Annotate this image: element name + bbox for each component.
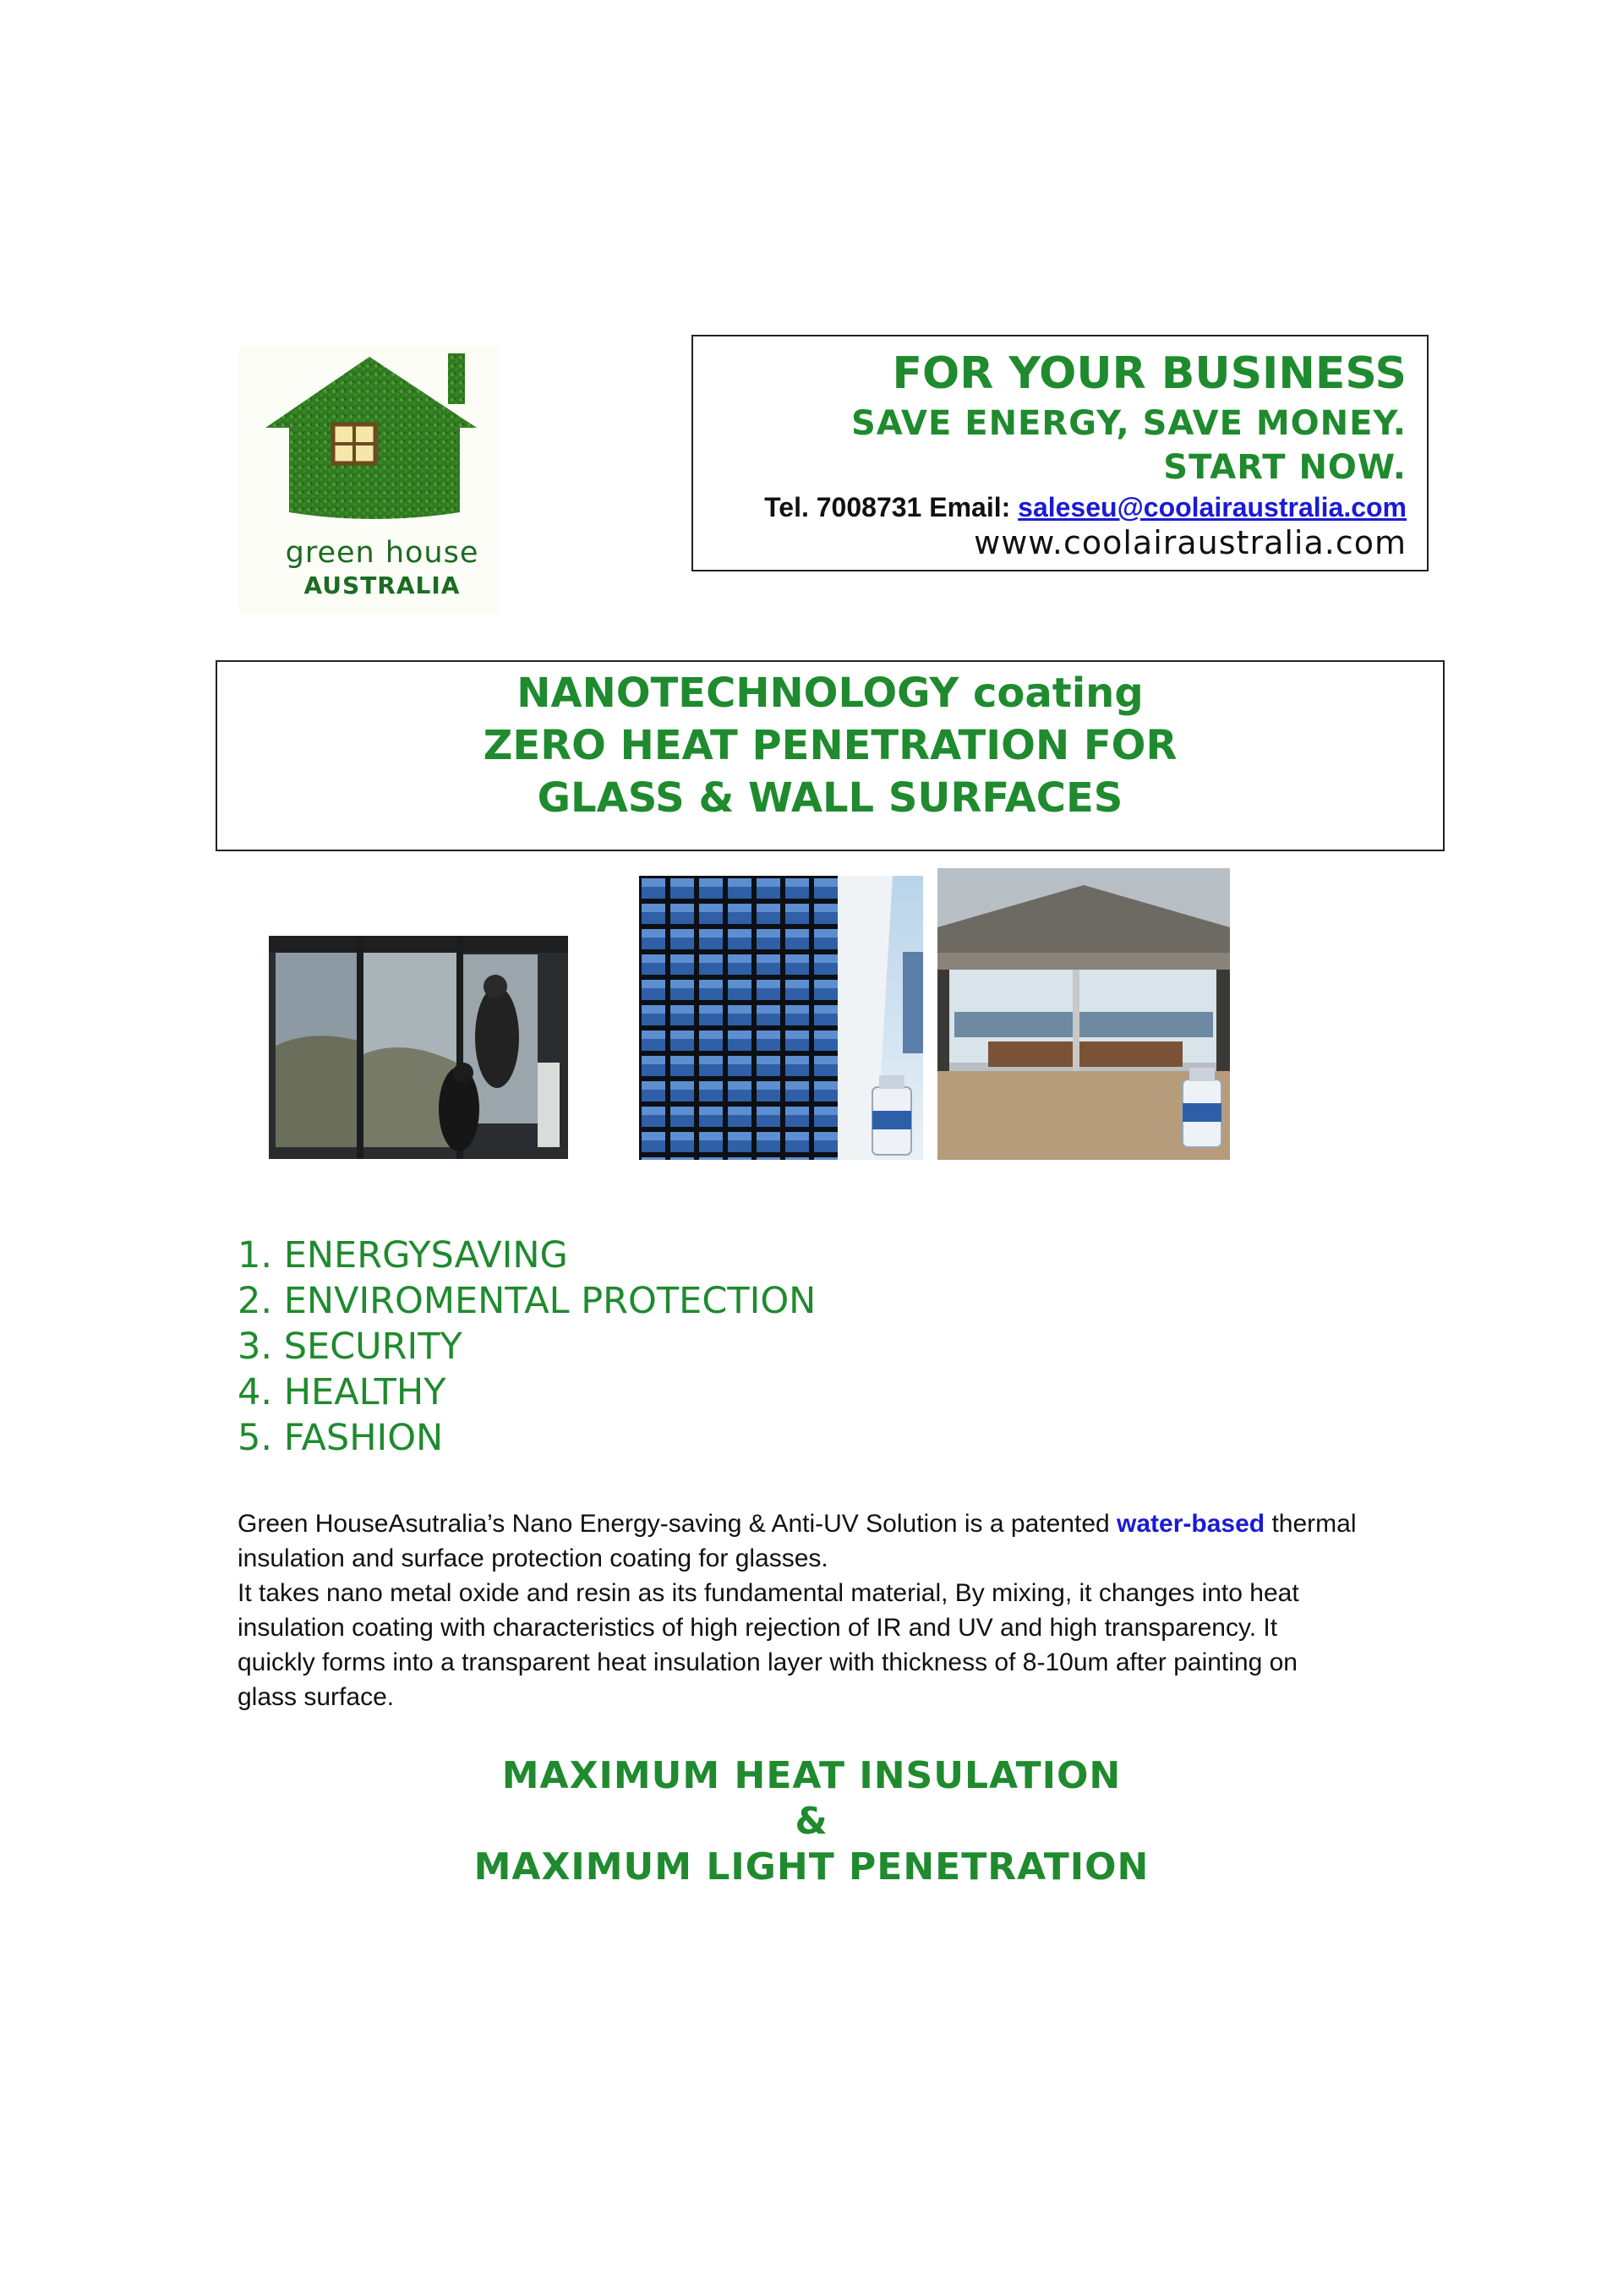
photo-glass-building: [639, 876, 923, 1160]
tagline: [220, 1753, 1403, 1890]
email-link[interactable]: saleseu@coolairaustralia.com: [1018, 492, 1407, 522]
headline-line-1: NANOTECHNOLOGY coating: [516, 670, 1144, 717]
description-text: Green HouseAsutralia’s Nano Energy-saving & Anti-UV Solution is a patented: [238, 1510, 1118, 1538]
tel-label: Tel. 7008731 Email:: [764, 492, 1011, 522]
house-icon: [238, 347, 500, 533]
contact-subtitle: SAVE ENERGY, SAVE MONEY.: [850, 404, 1407, 443]
contact-cta: START NOW.: [1163, 448, 1407, 487]
photo-window-cleaning: [269, 936, 568, 1159]
logo-text: green house: [285, 536, 479, 570]
logo: [238, 347, 500, 614]
list-item: 5. FASHION: [238, 1417, 444, 1459]
tagline-line-2: &: [795, 1800, 828, 1843]
photo-pavilion: [937, 868, 1230, 1160]
contact-box: [691, 335, 1429, 571]
list-item: 3. SECURITY: [238, 1326, 462, 1368]
description: [238, 1506, 1362, 1714]
tagline-line-3: MAXIMUM LIGHT PENETRATION: [473, 1845, 1150, 1889]
description-paragraph-1: [238, 1506, 1362, 1576]
list-item: 4. HEALTHY: [238, 1371, 446, 1413]
headline-line-2: ZERO HEAT PENETRATION FOR: [483, 722, 1178, 769]
logo-subtext: AUSTRALIA: [303, 571, 461, 599]
list-item: 2. ENVIROMENTAL PROTECTION: [238, 1280, 817, 1322]
benefits-list: [238, 1233, 816, 1461]
list-item: 1. ENERGYSAVING: [238, 1234, 568, 1276]
headline-box: [216, 660, 1445, 851]
contact-phone: [764, 492, 1407, 523]
description-text: thermal insulation and surface protection coating for glasses.: [238, 1510, 1357, 1572]
description-paragraph-2: It takes nano metal oxide and resin as its fundamental material, By mixing, it changes into heat insulation coating with characteristics of high rejection of IR and UV and high transparency. It quickly forms into a transparent heat insulation layer with thickness of 8-10um after painting on glass surface.: [238, 1579, 1299, 1711]
contact-title: FOR YOUR BUSINESS: [892, 348, 1407, 399]
website-text: www.coolairaustralia.com: [974, 524, 1407, 561]
headline-line-3: GLASS & WALL SURFACES: [537, 774, 1123, 822]
tagline-line-1: MAXIMUM HEAT INSULATION: [501, 1754, 1122, 1797]
water-based-highlight: water-based: [1117, 1510, 1265, 1538]
